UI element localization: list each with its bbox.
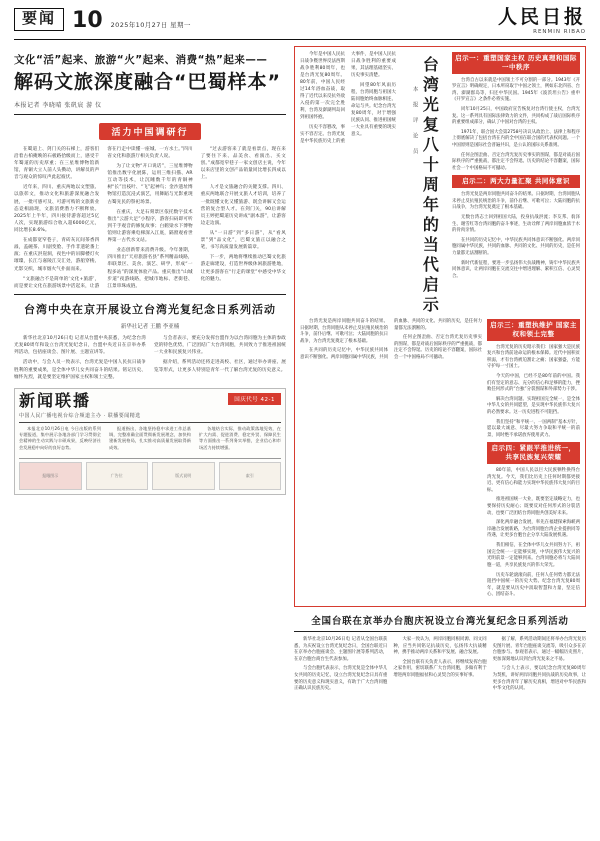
commentary-lower: [300, 319, 580, 602]
divider: [14, 114, 286, 115]
footer-block: 版式说明: [152, 462, 215, 490]
commentary-lower-left: [300, 319, 482, 602]
paragraph: 与会者表示，要充分发挥台盟作为以台湾同胞为主体的参政党的特色优势，广泛团结广大台湾同胞，共同致力于推进祖国统一大业和民族复兴伟业。: [154, 336, 286, 356]
paragraph: 今年是中国人民抗日战争暨世界反法西斯战争胜利80周年，也是台湾光复80周年。80年前，中国人民经过14年浴血奋战，取得了近代以来反抗外敌入侵的第一次完全胜利，台湾及澎湖列岛回到祖国怀抱。: [300, 52, 345, 120]
paragraph: 据介绍，系列活动还将走进高校、社区，通过举办讲座、展览等形式，让更多人特别是青年一代了解台湾光复的历史意义。: [154, 360, 286, 373]
paragraph: 台湾自古以来就是中国领土不可分割的一部分。1943年《开罗宣言》明确规定，日本所窃取于中国之领土，例如东北四省、台湾、澎湖群岛等，归还中华民国。1945年《波茨坦公告》重申《开罗宣言》之条件必将实施。: [452, 77, 580, 103]
paragraph: 我们坚持“和平统一、一国两制”基本方针，愿以最大诚意、尽最大努力争取和平统一的前景，同时绝不承诺放弃使用武力。: [487, 419, 580, 438]
section-body: [452, 78, 580, 173]
paragraph: 1971年，联合国大会第2758号决议从政治上、法律上和程序上彻底解决了包括台湾在内的全中国在联合国的代表权问题。一个中国原则是国际社会普遍共识，是公认的国际关系准则。: [452, 129, 580, 149]
paragraph: 据了解，系列活动期间还将举办台湾光复历史图片展、青年台胞座谈交流等，吸引众多在京台胞参与。参观者表示，通过一幅幅历史照片，更加深刻地认识到台湾光复来之不易。: [492, 636, 586, 662]
paragraph: 本报北京10月26日电 今日出版的系列专题报道，集中展示各地各部门学习贯彻全会精神的生动实践与丰硕成果，反映经济社会发展稳中向好的良好态势。: [19, 425, 101, 450]
paragraph: 历史不容篡改，事实不容否定。台湾光复是中华民族历史上的重大事件，是中国人民抗日战争胜利的重要成果，其法理基础坚实、历史事实清楚。: [300, 52, 396, 144]
paragraph: 各地结合实际，推动政策落地见效，在扩大内需、促进消费、稳定外贸、保障民生等方面推出一系列务实举措，企业信心和市场活力持续增强。: [199, 425, 281, 450]
masthead-date: 2025年10月27日 星期一: [110, 21, 191, 30]
campaign-badge-wrap: [14, 120, 286, 146]
section-heading: 启示三：重塑执维护 国家主权和领土完整: [487, 319, 580, 341]
section-body: [487, 345, 580, 440]
thumbnail-header: [19, 390, 281, 410]
paragraph: 在重庆，大足石刻景区依托数字技术推出“云游大足”小程序，游客扫码即可听到千手观音的修复故事；白鹤梁水下博物馆则让游客乘电梯深入江底，隔窗观看世界第一古代水文站。: [107, 209, 193, 244]
paragraph: 从“一日游”到“多日游”，从“看风景”到“品文化”，巴蜀文旅正以融合之笔，书写高质量发展新篇章。: [200, 230, 286, 251]
paragraph: 业态创新带来消费升级。今年暑期，四川推出“天府旅游名县”系列精品线路，串联景区、美食、演艺、研学，形成“一程多站”的深度体验产品。重庆推出“山城步道”夜游线路，把城市地标、老街巷、江景串珠成链。: [107, 248, 193, 289]
thumbnail-tag: 国庆代号 42-1: [228, 393, 281, 405]
paragraph: 在共同的历史记忆中，中华民族共同体意识不断强化。两岸同胞同属中华民族，共同的血脉、共同的文化、共同的历史，是任何力量都无法割断的。: [300, 319, 482, 361]
main-article-body: [14, 146, 286, 290]
thumbnail-subtitle: 中国人民广播电视台综合频道主办 · 联播要闻精选: [19, 412, 141, 419]
bottom-article-body: [294, 637, 586, 693]
section-heading: 启示一：重塑国家主权 历史真理和国际一中秩序: [452, 52, 580, 74]
article-kicker: 文化“活”起来、旅游“火”起来、消费“热”起来——: [14, 54, 268, 66]
paragraph: 解决台湾问题、实现祖国完全统一，是全体中华儿女的共同愿望，是实现中华民族伟大复兴的必然要求。这一历史进程不可阻挡。: [487, 396, 580, 416]
commentary-grid: [300, 52, 580, 316]
vertical-headline-wrap: [401, 52, 447, 316]
paragraph: “文旅融合不是简单的‘文化+旅游’，而是要让文化在旅游场景中活起来，让游客在行走中读懂一座城、一方水土。”四川省文化和旅游厅相关负责人说。: [14, 146, 193, 289]
commentary-intro: [300, 52, 396, 316]
paragraph: 任何企图歪曲、否定台湾光复历史事实的图谋，都是对战后国际秩序的严重挑战，都注定不会得逞。历史的结论不容翻案，国际社会一个中国格局不可撼动。: [394, 335, 482, 361]
main-byline: 本报记者 李晓晴 张矾宸 游 仪: [14, 101, 102, 109]
section-body-continued: [300, 319, 482, 363]
paragraph: 无数台湾志士回到祖国大陆，投身抗战洪流；李友邦、翁泽生、谢雪红等台湾同胞的奋斗事迹，生动诠释了两岸同胞血浓于水的骨肉亲情。: [452, 215, 580, 234]
paragraph: 任何企图歪曲、否定台湾光复历史事实的图谋，都是对战后国际秩序的严重挑战，都注定不会得逞。历史的结论不容翻案，国际社会一个中国格局不可撼动。: [452, 152, 580, 171]
paragraph: 今天的中国，已经不是80年前的中国。我们有坚定的意志、充分的信心和足够的能力，挫败任何形式的“台独”分裂图谋和外部势力干涉。: [487, 373, 580, 393]
highlighted-commentary-box: [294, 46, 586, 607]
paragraph: 大家一致认为，两岸同胞同根同源、同文同种，应当共同铭记抗战历史，弘扬伟大抗战精神，携手推动两岸关系和平发展、融合发展。: [393, 636, 487, 656]
footer-block: 广告位: [86, 462, 149, 490]
section-heading: 启示二：两大力量汇聚 共同体意识: [452, 175, 580, 188]
vertical-headline: 台湾光复八十周年的当代启示: [420, 56, 440, 316]
section-badge: 要闻: [14, 8, 64, 31]
secondary-article-body: [14, 335, 286, 381]
commentary-lower-right: [487, 319, 580, 602]
paragraph: 在共同的历史记忆中，中华民族共同体意识不断强化。两岸同胞同属中华民族，共同的血脉、共同的文化、共同的历史，是任何力量都无法割断的。: [452, 237, 580, 257]
paragraph: 报道指出，各地坚持稳中求进工作总基调，完整准确全面贯彻新发展理念，加快构建新发展格局，扎实推动高质量发展取得新成效。: [109, 425, 191, 450]
paragraph: 为了让文物“开口说话”，三星堆博物馆推出数字化展陈，运用三维扫描、AR互动等技术，让沉睡数千年的青铜神树“长”出枝叶、“飞”起神鸟；金沙遗址博物馆打造沉浸式演艺，用舞蹈与光影重现古蜀先民的祭祀场景。: [107, 163, 193, 205]
secondary-byline: 新华社记者 王鹏 李亚楠: [120, 324, 180, 331]
vertical-byline: 本 报 评 论 员: [411, 86, 418, 156]
paragraph: 同年10月25日，中国政府宣告恢复对台湾行使主权，台湾光复。这一系列具有国际法律效力的文件，共同构成了战后国际秩序的重要组成部分，确认了中国对台湾的主权。: [452, 106, 580, 126]
paragraph: 台湾光复是两岸同胞共同奋斗的结果。日据时期，台湾同胞从未停止反抗殖民统治的斗争，前仆后继、可歌可泣；大陆同胞的抗日战争，为台湾光复奠定了根本基础。: [452, 192, 580, 211]
paper-name: 人民日报: [497, 6, 586, 28]
left-column: [14, 46, 286, 693]
paragraph: 下一步，两地将继续推动巴蜀文化旅游走廊建设，打造世界级休闲旅游胜地，让更多游客在“行走的课堂”中感受中华文化的魅力。: [200, 255, 286, 282]
paragraph: 80年前，中国人民以巨大民族牺牲换得台湾光复。今天，我们比历史上任何时期都更接近、更有信心和能力实现中华民族伟大复兴的目标。: [487, 467, 580, 493]
paragraph: 回望80年风雨历程，台湾同胞与祖国大陆同胞始终血脉相连、命运与共。纪念台湾光复80周年，对于增强民族认同、推进祖国统一大业具有重要的现实意义。: [351, 82, 396, 137]
bottom-article-headline: 全国台联在京举办台胞庆祝设立台湾光复纪念日系列活动: [311, 615, 569, 627]
divider: [294, 631, 586, 632]
bottom-article: [294, 613, 586, 693]
section-body: [487, 468, 580, 599]
paragraph: 台湾光复的历史昭示我们：国家强大是民族复兴和台湾前途命运的根本保障。近代中国积贫积弱，才有台湾被迫割让之痛；国家强盛，方能守护每一寸国土。: [487, 344, 580, 370]
campaign-badge: 活力中国调研行: [99, 123, 200, 140]
masthead: [14, 8, 586, 40]
paragraph: 全国台联有关负责人表示，将继续发挥台胞之家作用，密切联系广大台湾同胞，多做有利于增进两岸同胞福祉和心灵契合的实事好事。: [393, 659, 487, 678]
paper-name-pinyin: RENMIN RIBAO: [533, 29, 586, 35]
paragraph: 在成都宽窄巷子，青砖灰瓦间茶香四溢，盖碗茶、川剧变脸、手作非遗轮番上演；在重庆洪崖洞，夜色中的吊脚楼灯火璀璨，长江与嘉陵江交汇处，游船穿梭、光影交织，城市烟火气扑面而来。: [14, 238, 100, 272]
paper-thumbnail: [14, 388, 286, 495]
paragraph: 近年来，四川、重庆两地以文塑旅、以旅彰文，推动文化和旅游深度融合发展，一批可感可及、可游可购的文旅新业态竞相涌现，文旅消费潜力不断释放。2025年上半年，四川接待游客超过5亿人次，实现旅游综合收入超6000亿元，同比增长8.6%。: [14, 185, 100, 233]
footer-block: 索引: [219, 462, 282, 490]
paragraph: 活动中，与会人员一致表示，台湾光复是中国人民抗日战争胜利的重要成果，是全体中华儿女共同奋斗的结果。铭记历史、缅怀先烈，就是要坚定维护国家主权和领土完整。: [14, 360, 146, 380]
thumbnail-title: 新闻联播: [19, 390, 92, 410]
paragraph: 新时代新征程，要进一步弘扬伟大抗战精神，铸牢中华民族共同体意识，让两岸同胞在交流交往中增进理解、累积互信、心灵契合。: [452, 260, 580, 279]
paragraph: “过去游客来了就是看景点，现在来了要住下来、品美食、看演出、买文创。”成都宽窄巷子一家文创店主说，今年以来店里的文创产品销量同比增长四成以上。: [200, 146, 286, 181]
section-heading: 启示四：紧跟平推进统一，共享民族复兴荣耀: [487, 442, 580, 464]
page-body: [14, 46, 586, 693]
paragraph: 历史车轮滚滚向前，任何人任何势力都无法阻挡中国统一的历史大势。纪念台湾光复80周年，就是要从历史中汲取智慧和力量，坚定信心、团结奋斗。: [487, 572, 580, 598]
paragraph: 台湾光复是两岸同胞共同奋斗的结果。日据时期，台湾同胞从未停止反抗殖民统治的斗争，前仆后继、可歌可泣；大陆同胞的抗日战争，为台湾光复奠定了根本基础。: [300, 319, 388, 344]
paragraph: 新华社北京10月26日电 记者从台盟中央获悉，为纪念台湾光复80周年和设立台湾光复纪念日，台盟中央近日在京举办系列活动，包括座谈会、图片展、主题宣讲等。: [14, 336, 146, 356]
main-headline: 解码文旅深度融合“巴蜀样本”: [14, 71, 281, 93]
secondary-headline: 台湾中央在京开展设立台湾光复纪念日系列活动: [24, 302, 276, 316]
divider: [14, 294, 286, 295]
paragraph: 深化两岸融合发展，率先在福建探索海峡两岸融合发展新路，为台湾同胞台湾企业提供同等待遇，让更多台胞台企分享大陆发展机遇。: [487, 520, 580, 539]
section-body: [452, 192, 580, 280]
masthead-left: [14, 8, 191, 34]
thumbnail-footer: [19, 458, 281, 490]
masthead-right: [498, 8, 586, 35]
commentary-sections: [452, 52, 580, 316]
footer-block: 报眼图示: [19, 462, 82, 490]
paragraph: 与会台胞代表表示，台湾光复是全体中华儿女共同的历史记忆，设立台湾光复纪念日具有重要的历史意义和现实意义，有助于广大台湾同胞正确认识民族历史。: [294, 666, 388, 692]
paragraph: 在蜀道上、剑门关的石梯上，游客们沿着古柏掩映的石板路拾级而上，感受千年蜀道的历史厚重；在三星堆博物馆新馆，青铜大立人前人头攒动，讲解员的声音与观众的惊叹声此起彼伏。: [14, 146, 100, 181]
paragraph: 与会人士表示，要以纪念台湾光复80周年为契机，讲好两岸同胞共同抗战的历史故事，让更多台湾青年了解历史真相，增进对中华民族和中华文化的认同。: [492, 666, 586, 692]
paragraph: 人才是文旅融合的关键支撑。四川、重庆两地联合开展文旅人才培训，培养了一批既懂文化又懂旅游、既会讲解又会运营的复合型人才。在剑门关，90后讲解员王婷把蜀道历史讲成“剧本游”，让游客边走边演。: [200, 185, 286, 226]
paragraph: 我们相信，在全体中华儿女共同努力下，祖国完全统一一定能够实现，中华民族伟大复兴的光明前景一定能够到来。台湾同胞必将与大陆同胞一道，共享民族复兴的伟大荣光。: [487, 543, 580, 568]
paragraph: 推进祖国统一大业，既要坚定战略定力，也要保持历史耐心；既要反对任何形式的分裂活动，也要广泛团结台湾同胞共创美好未来。: [487, 497, 580, 516]
page-number: 10: [72, 8, 103, 34]
divider: [19, 422, 281, 423]
thumbnail-body: [19, 426, 281, 454]
paragraph: 新华社北京10月26日电 记者从全国台联获悉，为庆祝设立台湾光复纪念日，全国台联近日在京举办台胞座谈会、主题图片展等系列活动，在京台胞台商台生代表参加。: [294, 636, 388, 662]
right-column: [294, 46, 586, 693]
